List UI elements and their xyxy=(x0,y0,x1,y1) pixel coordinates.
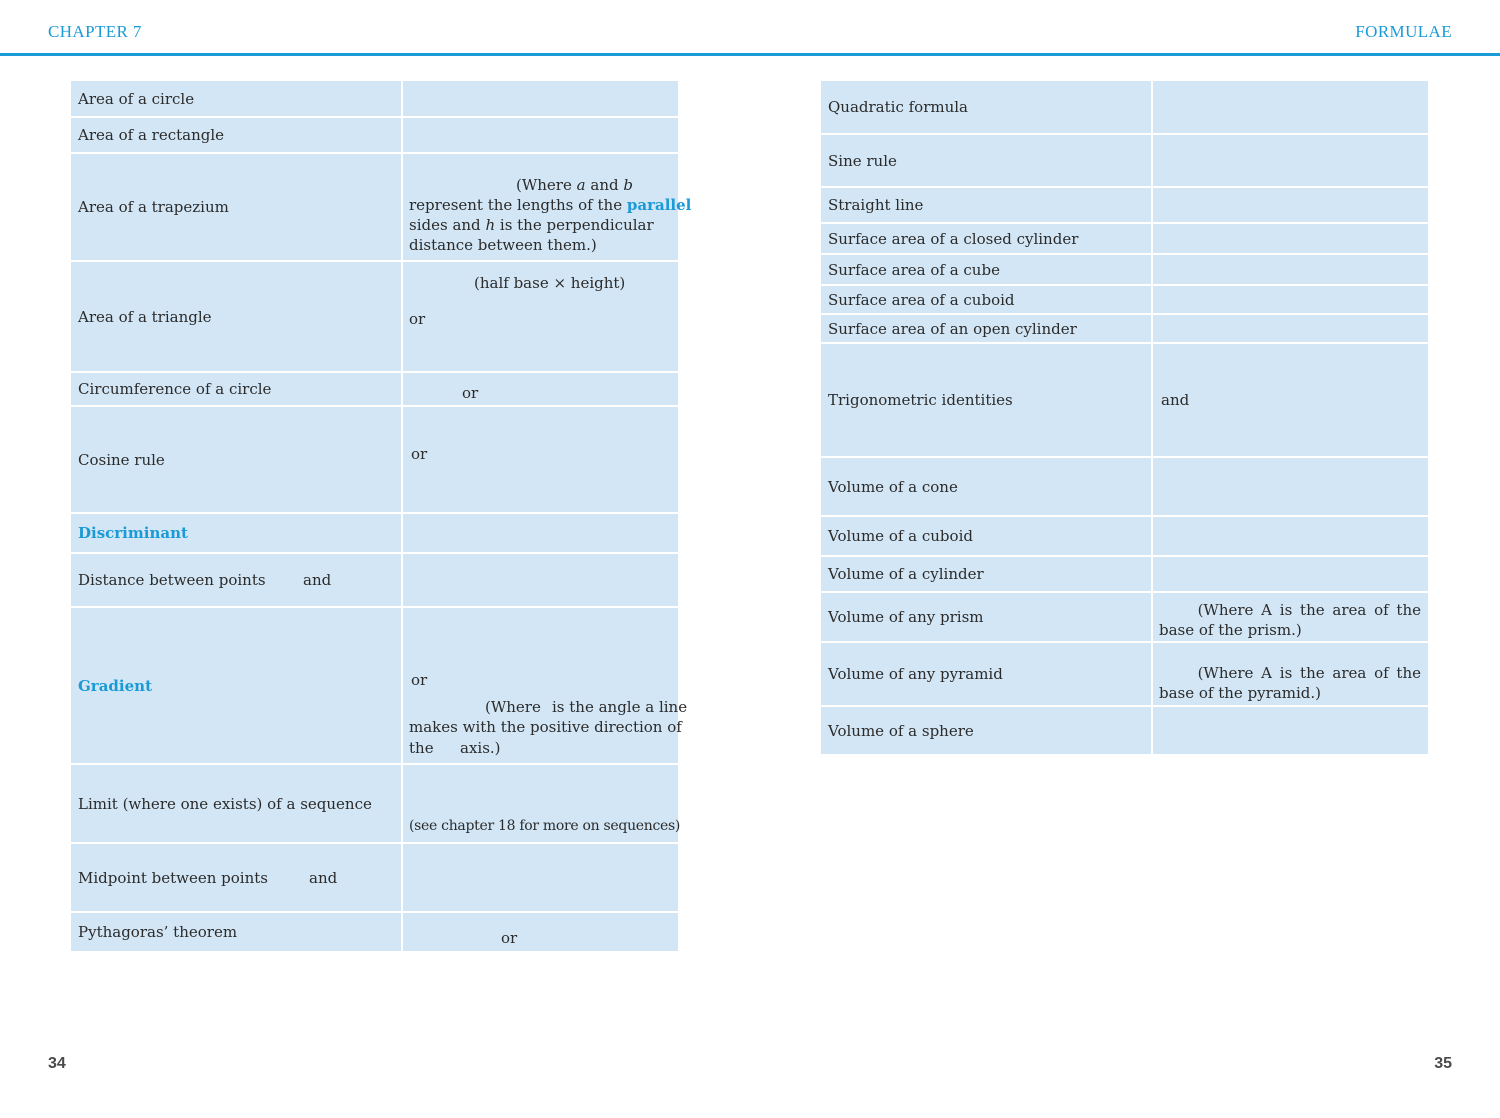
term-cell: Surface area of a closed cylinder xyxy=(821,224,1153,253)
formula-cell xyxy=(403,765,681,842)
formula-cell xyxy=(403,844,678,911)
formula-cell xyxy=(1153,593,1428,641)
formula-cell xyxy=(1153,517,1428,555)
gradient-note-line1b: is the angle a line xyxy=(552,698,688,716)
table-row xyxy=(71,608,688,765)
term-cell: Volume of any prism xyxy=(821,593,1153,641)
pyramid-note-line1: (Where A is the area of the xyxy=(1197,664,1421,682)
prism-note-line2: base of the prism.) xyxy=(1159,621,1302,639)
table-row xyxy=(71,262,678,373)
term-cell: Limit (where one exists) of a sequence xyxy=(71,765,403,842)
formula-cell xyxy=(403,407,678,512)
term-cell: Surface area of a cube xyxy=(821,255,1153,284)
table-row xyxy=(71,913,678,951)
parallel-keyword: parallel xyxy=(626,196,692,214)
term-cell: Distance between points and xyxy=(71,554,403,606)
formula-cell xyxy=(403,913,678,951)
formula-cell xyxy=(403,118,678,152)
gradient-note-axis: axis.) xyxy=(460,739,501,757)
gradient-note-line1a: (Where xyxy=(485,698,541,716)
table-row xyxy=(821,135,1428,188)
table-row xyxy=(71,118,678,154)
formulae-table-left xyxy=(71,81,692,951)
formula-cell xyxy=(1153,81,1428,133)
term-cell: Surface area of a cuboid xyxy=(821,286,1153,313)
table-row xyxy=(821,255,1428,286)
trapezium-note-line2: represent the lengths of the parallel xyxy=(409,196,692,214)
table-row xyxy=(821,344,1428,458)
formula-cell xyxy=(403,154,692,260)
formula-cell xyxy=(403,608,688,763)
table-row xyxy=(821,517,1428,557)
table-row xyxy=(821,188,1428,224)
circumference-or: or xyxy=(462,384,479,402)
table-row xyxy=(71,765,681,844)
triangle-note: (half base × height) xyxy=(474,274,626,292)
formula-cell xyxy=(1153,458,1428,515)
term-cell: Volume of a cuboid xyxy=(821,517,1153,555)
table-row xyxy=(821,643,1428,707)
trig-and: and xyxy=(1161,391,1190,409)
formula-cell xyxy=(1153,707,1428,754)
table-row xyxy=(71,844,678,913)
page-number-left: 34 xyxy=(48,1055,66,1072)
trapezium-note-line4: distance between them.) xyxy=(409,236,597,254)
table-row xyxy=(821,224,1428,255)
table-row xyxy=(71,554,678,608)
formula-cell xyxy=(1153,643,1428,705)
table-row xyxy=(821,593,1428,643)
term-cell: Quadratic formula xyxy=(821,81,1153,133)
gradient-note-line2: makes with the positive direction of xyxy=(409,718,682,736)
formula-cell xyxy=(403,81,678,116)
table-row xyxy=(71,514,678,554)
term-cell: Straight line xyxy=(821,188,1153,222)
limit-note: (see chapter 18 for more on sequences) xyxy=(409,818,681,834)
formula-cell xyxy=(1153,188,1428,222)
gradient-or: or xyxy=(411,671,428,689)
formula-cell xyxy=(1153,135,1428,186)
term-cell: Area of a circle xyxy=(71,81,403,116)
formula-cell xyxy=(1153,315,1428,342)
formula-cell xyxy=(403,514,678,552)
prism-note-line1: (Where A is the area of the xyxy=(1197,601,1421,619)
pythagoras-or: or xyxy=(501,929,518,947)
gradient-note-the: the xyxy=(409,739,434,757)
formula-cell xyxy=(403,373,678,405)
term-cell: Cosine rule xyxy=(71,407,403,512)
table-row xyxy=(821,458,1428,517)
term-cell: Area of a rectangle xyxy=(71,118,403,152)
pyramid-note-line2: base of the pyramid.) xyxy=(1159,684,1322,702)
term-cell-discriminant: Discriminant xyxy=(71,514,403,552)
term-cell: Area of a triangle xyxy=(71,262,403,371)
table-row xyxy=(821,557,1428,593)
trapezium-note-line1: (Where a and b xyxy=(516,176,633,194)
section-heading: FORMULAE xyxy=(1355,22,1452,41)
term-cell: Volume of a sphere xyxy=(821,707,1153,754)
table-row xyxy=(71,154,692,262)
formula-cell xyxy=(1153,255,1428,284)
term-cell: Volume of a cylinder xyxy=(821,557,1153,591)
term-cell: Trigonometric identities xyxy=(821,344,1153,456)
formulae-table-right xyxy=(821,81,1428,754)
formula-cell xyxy=(403,262,678,371)
term-cell-gradient: Gradient xyxy=(71,608,403,763)
table-row xyxy=(71,373,678,407)
table-row xyxy=(821,286,1428,315)
table-row xyxy=(821,81,1428,135)
header-rule xyxy=(0,53,1500,56)
formula-cell xyxy=(1153,557,1428,591)
formula-cell xyxy=(1153,286,1428,313)
formula-cell xyxy=(1153,344,1428,456)
term-cell: Sine rule xyxy=(821,135,1153,186)
term-cell: Midpoint between points and xyxy=(71,844,403,911)
cosine-or: or xyxy=(411,445,428,463)
table-row xyxy=(71,407,678,514)
term-cell: Volume of any pyramid xyxy=(821,643,1153,705)
term-cell: Surface area of an open cylinder xyxy=(821,315,1153,342)
table-row xyxy=(821,315,1428,344)
table-row xyxy=(821,707,1428,754)
chapter-heading: CHAPTER 7 xyxy=(48,22,142,41)
term-cell: Pythagoras’ theorem xyxy=(71,913,403,951)
page-number-right: 35 xyxy=(1434,1055,1452,1072)
term-cell: Circumference of a circle xyxy=(71,373,403,405)
trapezium-note-line3: sides and h is the perpendicular xyxy=(409,216,654,234)
term-cell: Volume of a cone xyxy=(821,458,1153,515)
table-row xyxy=(71,81,678,118)
formula-cell xyxy=(1153,224,1428,253)
term-cell: Area of a trapezium xyxy=(71,154,403,260)
formula-cell xyxy=(403,554,678,606)
triangle-or: or xyxy=(409,310,426,328)
